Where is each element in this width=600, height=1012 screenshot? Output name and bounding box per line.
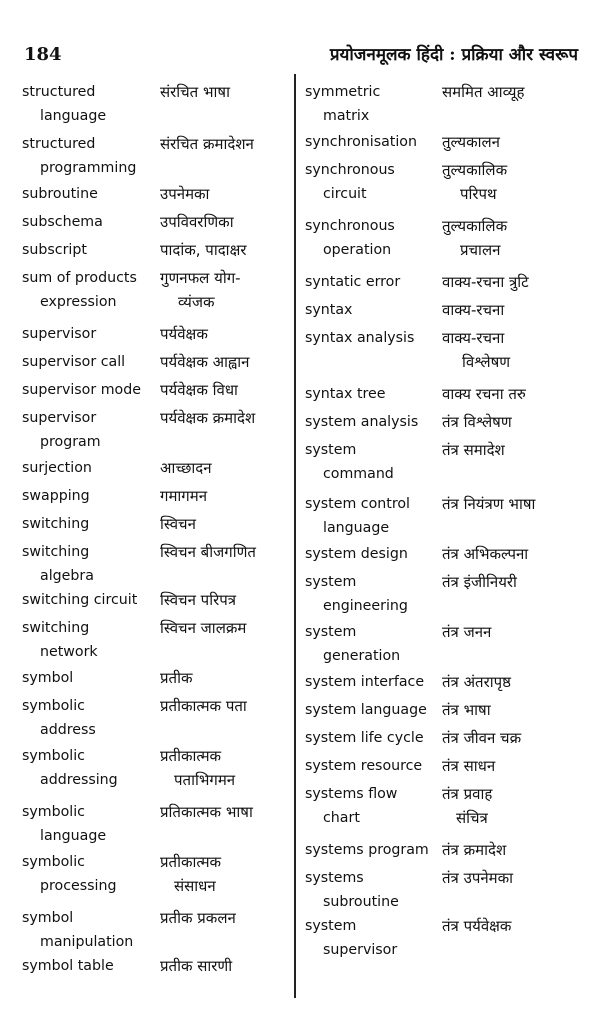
hindi-equivalent: [160, 322, 208, 346]
english-term-continuation: subroutine: [323, 894, 399, 910]
page-number: 184: [24, 44, 62, 65]
english-term: [22, 512, 89, 536]
hindi-equivalent-text: तंत्र नियंत्रण भाषा: [442, 495, 536, 513]
english-term-continuation: engineering: [323, 598, 408, 614]
hindi-equivalent: [160, 266, 241, 314]
glossary-entry: [305, 410, 595, 438]
glossary-entry: [305, 438, 595, 492]
english-term-continuation: program: [40, 434, 101, 450]
hindi-equivalent-text: सममित आव्यूह: [442, 83, 525, 101]
glossary-entry: [22, 512, 294, 540]
hindi-equivalent-text: पादांक, पादाक्षर: [160, 241, 247, 259]
english-term: [22, 322, 96, 346]
english-term-text: supervisor: [22, 410, 97, 426]
hindi-equivalent-text: स्विचन: [160, 515, 196, 533]
english-term-text: system design: [305, 546, 408, 562]
hindi-equivalent: [442, 326, 510, 374]
glossary-entry: [305, 326, 595, 382]
hindi-equivalent-text: तुल्यकालन: [442, 133, 501, 151]
hindi-equivalent: [160, 210, 234, 234]
hindi-equivalent-text: तंत्र अभिकल्पना: [442, 545, 529, 563]
glossary-entry: [22, 694, 294, 744]
hindi-equivalent-continuation: संसाधन: [174, 877, 216, 895]
hindi-equivalent-text: प्रतिकात्मक भाषा: [160, 803, 253, 821]
hindi-equivalent: [442, 914, 511, 938]
hindi-equivalent-text: प्रतीकात्मक: [160, 853, 222, 871]
glossary-entry: [305, 782, 595, 838]
english-term-text: switching: [22, 516, 90, 532]
glossary-entry: [22, 540, 294, 588]
english-term: [305, 570, 408, 618]
glossary-entry: [305, 914, 595, 962]
english-term-continuation: network: [40, 644, 98, 660]
hindi-equivalent: [160, 484, 207, 508]
hindi-equivalent-text: पर्यवेक्षक आह्वान: [160, 353, 250, 371]
glossary-entry: [305, 492, 595, 542]
english-term-text: sum of products: [22, 270, 137, 286]
hindi-equivalent: [160, 616, 246, 640]
hindi-equivalent-text: प्रतीक सारणी: [160, 957, 233, 975]
hindi-equivalent-text: प्रतीकात्मक: [160, 747, 222, 765]
hindi-equivalent: [160, 238, 246, 262]
english-term: [305, 782, 397, 830]
running-title: प्रयोजनमूलक हिंदी : प्रक्रिया और स्वरूप: [329, 45, 578, 65]
hindi-equivalent-text: तंत्र साधन: [442, 757, 496, 775]
english-term-text: swapping: [22, 488, 90, 504]
hindi-equivalent: [442, 382, 526, 406]
glossary-entry: [22, 238, 294, 266]
english-term: [22, 850, 116, 898]
english-term: [22, 616, 98, 664]
hindi-equivalent-text: तंत्र अंतरापृष्ठ: [442, 673, 511, 691]
english-term-continuation: language: [40, 108, 107, 124]
english-term-text: system: [305, 918, 357, 934]
hindi-equivalent: [442, 410, 512, 434]
hindi-equivalent-text: उपविवरणिका: [160, 213, 234, 231]
english-term: [22, 800, 106, 848]
english-term-continuation: language: [323, 520, 390, 536]
english-term: [305, 80, 380, 128]
english-term: [22, 350, 125, 374]
english-term-text: systems flow: [305, 786, 398, 802]
hindi-equivalent: [442, 158, 507, 206]
english-term-continuation: chart: [323, 810, 360, 826]
english-term: [305, 670, 424, 694]
english-term-text: structured: [22, 84, 96, 100]
english-term: [22, 588, 137, 612]
hindi-equivalent-continuation: प्रचालन: [460, 241, 501, 259]
glossary-entry: [305, 670, 595, 698]
hindi-equivalent-text: तंत्र समादेश: [442, 441, 505, 459]
hindi-equivalent: [160, 540, 256, 564]
hindi-equivalent-text: तंत्र इंजीनियरी: [442, 573, 517, 591]
english-term-continuation: algebra: [40, 568, 94, 584]
english-term-text: synchronisation: [305, 134, 417, 150]
english-term: [22, 906, 133, 954]
hindi-equivalent-text: आच्छादन: [160, 459, 212, 477]
glossary-entry: [22, 80, 294, 132]
english-term-continuation: programming: [40, 160, 137, 176]
english-term: [22, 406, 101, 454]
hindi-equivalent: [160, 954, 232, 978]
hindi-equivalent-text: तंत्र भाषा: [442, 701, 491, 719]
glossary-entry: [305, 570, 595, 620]
hindi-equivalent: [442, 866, 513, 890]
hindi-equivalent-text: संरचित क्रमादेशन: [160, 135, 254, 153]
hindi-equivalent: [160, 378, 238, 402]
english-term: [305, 620, 400, 668]
english-term-text: supervisor call: [22, 354, 126, 370]
english-term-text: system interface: [305, 674, 425, 690]
hindi-equivalent-text: उपनेमका: [160, 185, 210, 203]
glossary-entry: [305, 298, 595, 326]
hindi-equivalent-text: स्विचन परिपत्र: [160, 591, 237, 609]
english-term: [22, 210, 103, 234]
hindi-equivalent: [442, 298, 504, 322]
english-term: [22, 744, 118, 792]
glossary-entry: [22, 954, 294, 982]
english-term-text: subscript: [22, 242, 87, 258]
hindi-equivalent-text: तंत्र प्रवाह: [442, 785, 493, 803]
english-term: [22, 378, 141, 402]
glossary-entry: [22, 378, 294, 406]
english-term-text: systems program: [305, 842, 429, 858]
english-term-text: system language: [305, 702, 427, 718]
english-term: [305, 698, 427, 722]
english-term-text: synchronous: [305, 162, 395, 178]
english-term-text: synchronous: [305, 218, 395, 234]
english-term: [305, 754, 422, 778]
english-term-text: system life cycle: [305, 730, 424, 746]
glossary-entry: [22, 850, 294, 906]
hindi-equivalent-text: तंत्र विश्लेषण: [442, 413, 512, 431]
hindi-equivalent: [442, 838, 506, 862]
hindi-equivalent-text: गमागमन: [160, 487, 208, 505]
glossary-entry: [22, 210, 294, 238]
english-term: [22, 666, 73, 690]
hindi-equivalent-text: गुणनफल योग-: [160, 269, 241, 287]
hindi-equivalent-text: तुल्यकालिक: [442, 217, 508, 235]
glossary-entry: [305, 382, 595, 410]
hindi-equivalent: [160, 406, 255, 430]
glossary-entry: [22, 484, 294, 512]
english-term-text: system: [305, 442, 357, 458]
hindi-equivalent-text: तंत्र क्रमादेश: [442, 841, 507, 859]
hindi-equivalent: [442, 492, 535, 516]
hindi-equivalent-text: प्रतीक प्रकलन: [160, 909, 236, 927]
glossary-entry: [305, 130, 595, 158]
english-term-text: system resource: [305, 758, 423, 774]
english-term-continuation: addressing: [40, 772, 118, 788]
english-term: [305, 438, 394, 486]
english-term-text: symbolic: [22, 854, 85, 870]
english-term-text: supervisor mode: [22, 382, 141, 398]
hindi-equivalent-text: तंत्र उपनेमका: [442, 869, 514, 887]
glossary-entry: [22, 182, 294, 210]
english-term-continuation: operation: [323, 242, 392, 258]
hindi-equivalent: [160, 906, 236, 930]
hindi-equivalent-continuation: परिपथ: [460, 185, 497, 203]
english-term: [305, 298, 352, 322]
hindi-equivalent: [160, 666, 193, 690]
hindi-equivalent-continuation: संचित्र: [456, 809, 488, 827]
english-term: [305, 410, 418, 434]
english-term-text: system analysis: [305, 414, 419, 430]
english-term: [305, 838, 429, 862]
hindi-equivalent-continuation: व्यंजक: [178, 293, 215, 311]
hindi-equivalent-text: तंत्र जीवन चक्र: [442, 729, 522, 747]
glossary-entry: [22, 588, 294, 616]
hindi-equivalent: [442, 754, 495, 778]
hindi-equivalent: [160, 800, 253, 824]
english-term-text: syntax analysis: [305, 330, 415, 346]
hindi-equivalent: [442, 782, 492, 830]
hindi-equivalent-text: वाक्य-रचना त्रुटि: [442, 273, 529, 291]
left-column: [22, 80, 294, 982]
glossary-entry: [305, 754, 595, 782]
glossary-entry: [22, 350, 294, 378]
english-term-continuation: processing: [40, 878, 117, 894]
glossary-entry: [305, 698, 595, 726]
hindi-equivalent-text: स्विचन बीजगणित: [160, 543, 256, 561]
hindi-equivalent-text: प्रतीकात्मक पता: [160, 697, 247, 715]
hindi-equivalent-text: पर्यवेक्षक क्रमादेश: [160, 409, 256, 427]
english-term-text: switching: [22, 620, 90, 636]
english-term: [305, 542, 408, 566]
hindi-equivalent-text: तुल्यकालिक: [442, 161, 508, 179]
english-term-text: symbolic: [22, 804, 85, 820]
glossary-entry: [22, 616, 294, 666]
english-term-text: symbol: [22, 910, 74, 926]
english-term-continuation: address: [40, 722, 96, 738]
english-term: [305, 492, 410, 540]
hindi-equivalent-continuation: पताभिगमन: [174, 771, 236, 789]
english-term-text: switching circuit: [22, 592, 138, 608]
hindi-equivalent-text: वाक्य रचना तरु: [442, 385, 526, 403]
hindi-equivalent: [442, 438, 505, 462]
glossary-entry: [305, 158, 595, 214]
english-term-text: switching: [22, 544, 90, 560]
hindi-equivalent: [442, 698, 491, 722]
english-term: [22, 80, 106, 128]
glossary-entry: [22, 456, 294, 484]
english-term-text: syntax: [305, 302, 353, 318]
english-term-text: symbolic: [22, 698, 85, 714]
english-term-text: symbol: [22, 670, 74, 686]
hindi-equivalent: [160, 744, 235, 792]
hindi-equivalent-text: पर्यवेक्षक विधा: [160, 381, 238, 399]
hindi-equivalent: [442, 670, 511, 694]
page-header: [0, 0, 600, 80]
hindi-equivalent: [442, 570, 517, 594]
english-term: [22, 484, 90, 508]
glossary-entry: [305, 80, 595, 130]
hindi-equivalent: [160, 350, 250, 374]
glossary-entry: [305, 726, 595, 754]
english-term-text: subschema: [22, 214, 103, 230]
hindi-equivalent: [160, 694, 247, 718]
english-term-text: system: [305, 574, 357, 590]
english-term: [305, 726, 424, 750]
hindi-equivalent-text: वाक्य-रचना: [442, 329, 505, 347]
english-term: [22, 694, 96, 742]
glossary-entry: [22, 744, 294, 800]
english-term: [305, 214, 395, 262]
english-term: [305, 866, 399, 914]
english-term-continuation: circuit: [323, 186, 367, 202]
hindi-equivalent: [442, 542, 528, 566]
english-term-continuation: expression: [40, 294, 117, 310]
english-term-text: syntatic error: [305, 274, 401, 290]
hindi-equivalent-continuation: विश्लेषण: [462, 353, 511, 371]
hindi-equivalent-text: स्विचन जालक्रम: [160, 619, 247, 637]
english-term-continuation: supervisor: [323, 942, 398, 958]
hindi-equivalent: [160, 132, 254, 156]
hindi-equivalent: [442, 270, 529, 294]
english-term-text: subroutine: [22, 186, 98, 202]
hindi-equivalent-text: संरचित भाषा: [160, 83, 230, 101]
hindi-equivalent: [442, 80, 524, 104]
glossary-entry: [22, 266, 294, 322]
english-term-text: syntax tree: [305, 386, 386, 402]
english-term-text: surjection: [22, 460, 92, 476]
english-term-continuation: matrix: [323, 108, 370, 124]
english-term: [22, 540, 94, 588]
hindi-equivalent: [160, 588, 236, 612]
glossary-entry: [305, 214, 595, 270]
glossary-entry: [22, 322, 294, 350]
english-term-text: supervisor: [22, 326, 97, 342]
glossary-entry: [22, 906, 294, 954]
hindi-equivalent: [160, 182, 209, 206]
glossary-entry: [305, 270, 595, 298]
english-term: [22, 238, 87, 262]
english-term: [22, 456, 92, 480]
english-term: [305, 914, 397, 962]
column-divider: [294, 74, 296, 998]
hindi-equivalent-text: पर्यवेक्षक: [160, 325, 208, 343]
glossary-entry: [305, 838, 595, 866]
english-term-text: symmetric: [305, 84, 381, 100]
glossary-entry: [22, 132, 294, 182]
english-term-continuation: generation: [323, 648, 401, 664]
english-term-text: structured: [22, 136, 96, 152]
glossary-entry: [22, 800, 294, 850]
english-term-text: system control: [305, 496, 410, 512]
english-term: [305, 130, 417, 154]
hindi-equivalent: [442, 620, 491, 644]
english-term: [22, 954, 114, 978]
right-column: [305, 80, 595, 962]
english-term-text: system: [305, 624, 357, 640]
glossary-entry: [305, 620, 595, 670]
glossary-entry: [22, 406, 294, 456]
hindi-equivalent-text: वाक्य-रचना: [442, 301, 505, 319]
hindi-equivalent: [442, 726, 521, 750]
hindi-equivalent-text: तंत्र जनन: [442, 623, 492, 641]
hindi-equivalent: [442, 130, 500, 154]
hindi-equivalent: [160, 850, 221, 898]
english-term-continuation: manipulation: [40, 934, 134, 950]
glossary-entry: [305, 542, 595, 570]
english-term-continuation: language: [40, 828, 107, 844]
hindi-equivalent: [442, 214, 507, 262]
hindi-equivalent-text: तंत्र पर्यवेक्षक: [442, 917, 512, 935]
glossary-entry: [305, 866, 595, 914]
glossary-entry: [22, 666, 294, 694]
english-term: [22, 266, 137, 314]
english-term-text: symbolic: [22, 748, 85, 764]
hindi-equivalent: [160, 80, 230, 104]
english-term-text: symbol table: [22, 958, 114, 974]
english-term: [305, 270, 400, 294]
hindi-equivalent: [160, 512, 196, 536]
english-term: [305, 326, 414, 350]
hindi-equivalent: [160, 456, 212, 480]
english-term: [22, 132, 136, 180]
hindi-equivalent-text: प्रतीक: [160, 669, 193, 687]
english-term: [305, 158, 395, 206]
english-term-text: systems: [305, 870, 364, 886]
english-term: [305, 382, 385, 406]
english-term: [22, 182, 98, 206]
english-term-continuation: command: [323, 466, 394, 482]
